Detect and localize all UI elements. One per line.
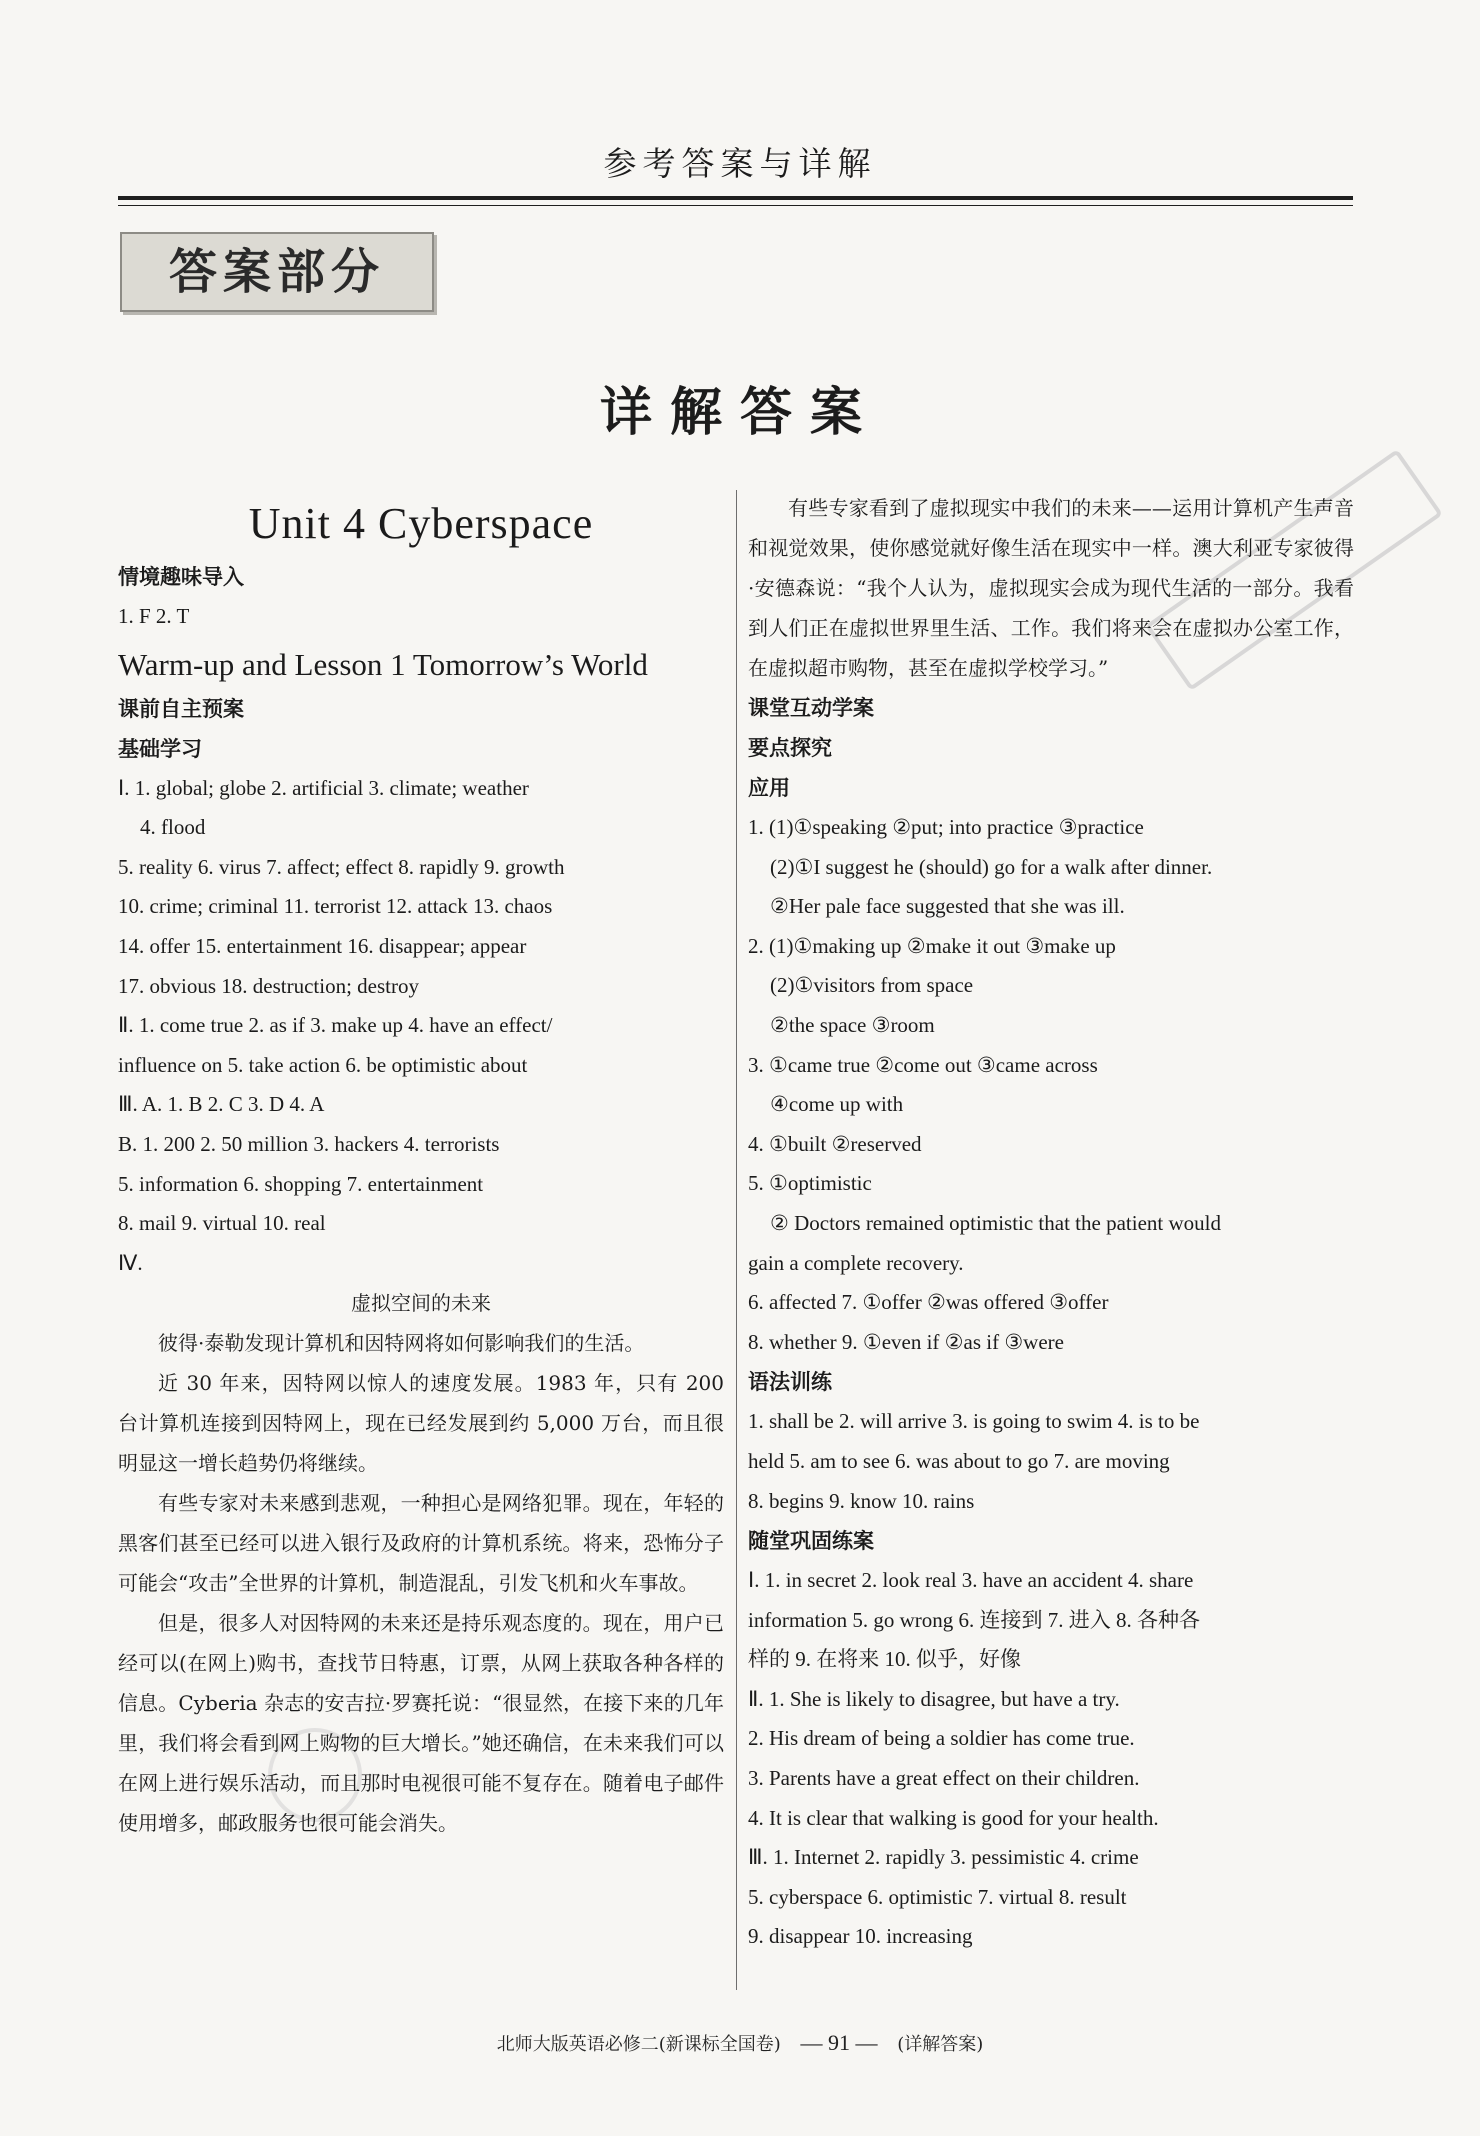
answer-line: 5. reality 6. virus 7. affect; effect 8. rapidly 9. growth — [118, 854, 565, 879]
answer-line: 2. His dream of being a soldier has come true. — [748, 1726, 1135, 1751]
answer-line: 8. mail 9. virtual 10. real — [118, 1211, 326, 1236]
answer-line: 5. cyberspace 6. optimistic 7. virtual 8. result — [748, 1884, 1127, 1909]
lesson-title: Warm-up and Lesson 1 Tomorrow’s World — [118, 646, 648, 682]
section-heading: 随堂巩固练案 — [748, 1529, 874, 1554]
answer-line: B. 1. 200 2. 50 million 3. hackers 4. terrorists — [118, 1131, 500, 1156]
answer-line: ④come up with — [770, 1092, 904, 1117]
answer-line: gain a complete recovery. — [748, 1250, 964, 1275]
answer-line: 1. F 2. T — [118, 604, 190, 628]
answer-line: 1. shall be 2. will arrive 3. is going to swim 4. is to be — [748, 1409, 1200, 1434]
answer-line: Ⅰ. 1. in secret 2. look real 3. have an accident 4. share — [748, 1568, 1194, 1593]
answer-line: 6. affected 7. ①offer ②was offered ③offer — [748, 1290, 1109, 1315]
passage-paragraph: 但是，很多人对因特网的未来还是持乐观态度的。现在，用户已经可以(在网上)购书，查找节日特惠，订票，从网上获取各种各样的信息。Cyberia 杂志的安吉拉·罗赛托说：“很显然，在接下来的几年里，我们将会看到网上购物的巨大增长。”她还确信，在未来我们可以在网上进行娱乐活动，而且那时电视很可能不复存在。随着电子邮件使用增多，邮政服务也很可能会消失。 — [118, 1611, 724, 1836]
answer-line: 8. whether 9. ①even if ②as if ③were — [748, 1329, 1064, 1354]
section-heading: 课前自主预案 — [118, 696, 244, 721]
answer-line: 9. disappear 10. increasing — [748, 1924, 973, 1949]
section-heading: 情境趣味导入 — [118, 565, 244, 589]
passage-paragraph: 有些专家对未来感到悲观，一种担心是网络犯罪。现在，年轻的黑客们甚至已经可以进入银行及政府的计算机系统。将来，恐怖分子可能会“攻击”全世界的计算机，制造混乱，引发飞机和火车事故。 — [118, 1491, 724, 1596]
answer-line: Ⅲ. A. 1. B 2. C 3. D 4. A — [118, 1092, 325, 1117]
answer-line: ②Her pale face suggested that she was ill. — [770, 894, 1125, 919]
page-header-title: 参考答案与详解 — [603, 144, 877, 183]
section-badge-label: 答案部分 — [168, 244, 385, 300]
column-divider — [736, 490, 737, 1990]
answer-line: 3. Parents have a great effect on their children. — [748, 1766, 1140, 1791]
answer-line: 样的 9. 在将来 10. 似乎，好像 — [748, 1647, 1021, 1672]
passage-paragraph: 近 30 年来，因特网以惊人的速度发展。1983 年，只有 200 台计算机连接到因特网上，现在已经发展到约 5,000 万台，而且很明显这一增长趋势仍将继续。 — [118, 1371, 724, 1476]
subsection-heading: 基础学习 — [118, 736, 202, 761]
answer-line: 10. crime; criminal 11. terrorist 12. attack 13. chaos — [118, 894, 553, 919]
answer-line: ②the space ③room — [770, 1012, 935, 1037]
subsection-heading: 要点探究 — [748, 736, 832, 760]
page-footer — [0, 2030, 1480, 2056]
passage-title: 虚拟空间的未来 — [351, 1291, 491, 1316]
answer-line: (2)①I suggest he (should) go for a walk after dinner. — [770, 854, 1213, 879]
answer-line: Ⅰ. 1. global; globe 2. artificial 3. climate; weather — [118, 775, 529, 800]
subsection-heading: 应用 — [748, 776, 790, 800]
answer-line: Ⅱ. 1. She is likely to disagree, but have a try. — [748, 1686, 1120, 1711]
left-column — [118, 498, 724, 1843]
unit-title: Unit 4 Cyberspace — [248, 499, 594, 548]
section-heading: 课堂互动学案 — [748, 696, 874, 720]
main-title: 详解答案 — [599, 383, 880, 443]
answer-line: 14. offer 15. entertainment 16. disappear; appear — [118, 933, 527, 958]
answer-line: 3. ①came true ②come out ③came across — [748, 1052, 1098, 1077]
header-rule-thick — [118, 196, 1353, 200]
answer-line: (2)①visitors from space — [770, 973, 974, 998]
answer-line: 17. obvious 18. destruction; destroy — [118, 973, 419, 998]
answer-line: ② Doctors remained optimistic that the patient would — [770, 1210, 1221, 1235]
answer-line: 5. information 6. shopping 7. entertainment — [118, 1171, 484, 1196]
answer-line: Ⅲ. 1. Internet 2. rapidly 3. pessimistic 4. crime — [748, 1845, 1139, 1870]
passage-paragraph: 有些专家看到了虚拟现实中我们的未来——运用计算机产生声音和视觉效果，使你感觉就好像生活在现实中一样。澳大利亚专家彼得·安德森说：“我个人认为，虚拟现实会成为现代生活的一部分。我看到人们正在虚拟世界里生活、工作。我们将来会在虚拟办公室工作，在虚拟超市购物，甚至在虚拟学校学习。” — [748, 496, 1354, 680]
answer-line: 4. ①built ②reserved — [748, 1131, 922, 1156]
passage-paragraph: 彼得·泰勒发现计算机和因特网将如何影响我们的生活。 — [158, 1331, 645, 1356]
section-badge — [120, 232, 434, 312]
answer-line: Ⅳ. — [118, 1250, 143, 1275]
answer-line: Ⅱ. 1. come true 2. as if 3. make up 4. have an effect/ — [118, 1013, 553, 1038]
footer-book-title: 北师大版英语必修二(新课标全国卷) — [496, 2034, 781, 2055]
page-number: — 91 — — [800, 2030, 878, 2055]
answer-line: 5. ①optimistic — [748, 1171, 872, 1196]
answer-line: 4. It is clear that walking is good for your health. — [748, 1805, 1159, 1830]
subsection-heading: 语法训练 — [748, 1370, 832, 1395]
header-rule-thin — [118, 205, 1353, 206]
answer-line: information 5. go wrong 6. 连接到 7. 进入 8. 各种各 — [748, 1607, 1201, 1632]
footer-section: (详解答案) — [897, 2034, 984, 2055]
answer-line: influence on 5. take action 6. be optimistic about — [118, 1052, 528, 1077]
answer-line: 2. (1)①making up ②make it out ③make up — [748, 933, 1116, 958]
answer-line: held 5. am to see 6. was about to go 7. are moving — [748, 1448, 1170, 1473]
answer-line: 4. flood — [140, 815, 206, 840]
answer-line: 8. begins 9. know 10. rains — [748, 1488, 975, 1513]
answer-line: 1. (1)①speaking ②put; into practice ③practice — [748, 815, 1144, 839]
right-column — [748, 488, 1354, 1957]
